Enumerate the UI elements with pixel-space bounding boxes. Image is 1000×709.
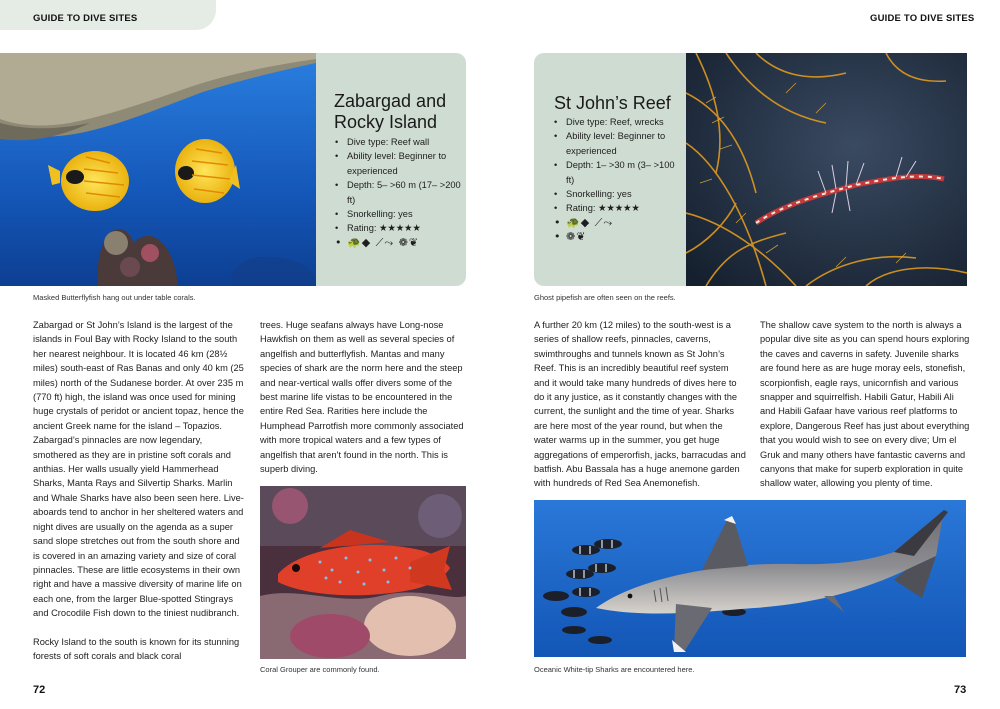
- ghost-pipefish-photo: [686, 53, 967, 286]
- photo-caption-grouper: Coral Grouper are commonly found.: [260, 665, 380, 674]
- dive-site-infobox-st-johns-reef: [534, 53, 686, 286]
- infobox-title-line1: Zabargad and: [334, 91, 447, 111]
- running-head-right: GUIDE TO DIVE SITES: [870, 13, 975, 24]
- right-column-1: [534, 318, 746, 491]
- page-number-right: 73: [954, 684, 967, 696]
- left-col2-paragraph-1: trees. Huge seafans always have Long-nose Hawkfish on them as well as several species of angelfish and butterflyfish. Mantas and many species of shark are the norm here and the steep and near-vertical walls offer divers some of the best marine life vistas to be encountered in the entire Red Sea. Rarities here include the Humphead Parrotfish more commonly associated with more tropical waters and a few types of angelfish that aren’t found in the north. This is superb diving.: [260, 320, 464, 475]
- butterflyfish-photo: [0, 53, 316, 286]
- infobox-detail-rating: • Rating: ★★★★★: [554, 201, 682, 215]
- infobox-detail-dive-type: • Dive type: Reef, wrecks: [554, 115, 682, 129]
- right-col2-paragraph-1: The shallow cave system to the north is always a popular dive site as you can spend hours exploring the caves and caverns in safety. Juvenile sharks are found here as are huge moray eels, stonefish, scorpionfish, eagle rays, unicornfish and various snapper and squirrelfish. Habili Gatur, Habili Ali and Habili Gafaar have various reef platforms to explore, Dangerous Reef has just about everything that you would wish to see on every dive; Um el Gruk and many others have fantastic caverns and canyons that make for superb exploration in quite shallow water, allowing you plenty of time.: [760, 320, 970, 489]
- infobox-detail-rating: • Rating: ★★★★★: [335, 221, 463, 235]
- running-head-left: GUIDE TO DIVE SITES: [33, 13, 138, 24]
- right-col1-paragraph-1: A further 20 km (12 miles) to the south-west is a series of shallow reefs, pinnacles, caverns, swimthroughs and tunnels known as St John’s Reef. This is an incredibly beautiful reef system and it would take many hundreds of dives here to do it any justice, as it constantly changes with the current, the sunlight and the time of year. Sharks are here most of the year round, but when the water warms up in the summer, you get huge aggregations of emperorfish, jacks, barracudas and batfish. Abu Bassala has a huge anemone garden with hundreds of Red Sea Anemonefish.: [534, 320, 746, 489]
- coral-grouper-photo: [260, 486, 466, 659]
- infobox-detail-snorkelling: • Snorkelling: yes: [554, 187, 682, 201]
- right-column-2: [760, 318, 970, 491]
- oceanic-whitetip-shark-photo: [534, 500, 966, 657]
- infobox-detail-ability: • Ability level: Beginner to experienced: [335, 149, 463, 178]
- page-number-left: 72: [33, 684, 46, 696]
- infobox-detail-depth: • Depth: 5– >60 m (17– >200 ft): [335, 178, 463, 207]
- infobox-details-list: [554, 115, 682, 245]
- left-column-1: [33, 318, 245, 663]
- photo-caption-shark: Oceanic White-tip Sharks are encountered here.: [534, 665, 695, 674]
- infobox-title: St John’s Reef: [554, 93, 671, 113]
- left-col1-paragraph-2: Rocky Island to the south is known for its stunning forests of soft corals and black coral: [33, 636, 240, 661]
- left-column-2: [260, 318, 470, 476]
- marine-life-icons: • 🐢◆ ⟋⤳ ❁❦: [335, 236, 463, 250]
- marine-life-icons-row1: • 🐢◆ ⟋⤳: [554, 216, 682, 230]
- photo-caption-pipefish: Ghost pipefish are often seen on the reefs.: [534, 293, 676, 302]
- dive-site-infobox-zabargad: [316, 53, 466, 286]
- marine-life-icons-row2: • ❁❦: [554, 230, 682, 244]
- infobox-detail-ability: • Ability level: Beginner to experienced: [554, 129, 682, 158]
- photo-caption-butterflyfish: Masked Butterflyfish hang out under table corals.: [33, 293, 196, 302]
- infobox-title-line2: Rocky Island: [334, 112, 438, 132]
- left-col1-paragraph-1: Zabargad or St John’s Island is the largest of the islands in Foul Bay with Rocky Island to the south her nearest neighbour. It is located 46 km (28½ miles) south-east of Ras Banas and only 40 km (25 miles) north of the Sudanese border. At over 235 m (770 ft) high, the island was once used for mining huge crystals of peridot or ancient topaz, hence the ancient Greek name for the island – Topazios. Zabargad’s pinnacles are now legendary, smothered as they are in pristine soft corals and anthias. Her walls usually yield Hammerhead Sharks, Manta Rays and Silvertip Sharks. Marlin and Whale Sharks have also been seen here. Live-aboards tend to anchor in her sheltered waters and night dives are usually on the agenda as a super sand slope stretches out from the south shore and is covered in an amazing variety and size of coral pinnacles. These are little ecosystems in their own right and have a massive diversity of marine life on each one, from the larger Blue-spotted Stingrays and Crocodile Fish down to the tiniest nudibranch.: [33, 320, 244, 619]
- infobox-detail-depth: • Depth: 1– >30 m (3– >100 ft): [554, 158, 682, 187]
- infobox-detail-dive-type: • Dive type: Reef wall: [335, 135, 463, 149]
- infobox-details-list: [335, 135, 463, 250]
- infobox-detail-snorkelling: • Snorkelling: yes: [335, 207, 463, 221]
- infobox-title: [334, 91, 446, 133]
